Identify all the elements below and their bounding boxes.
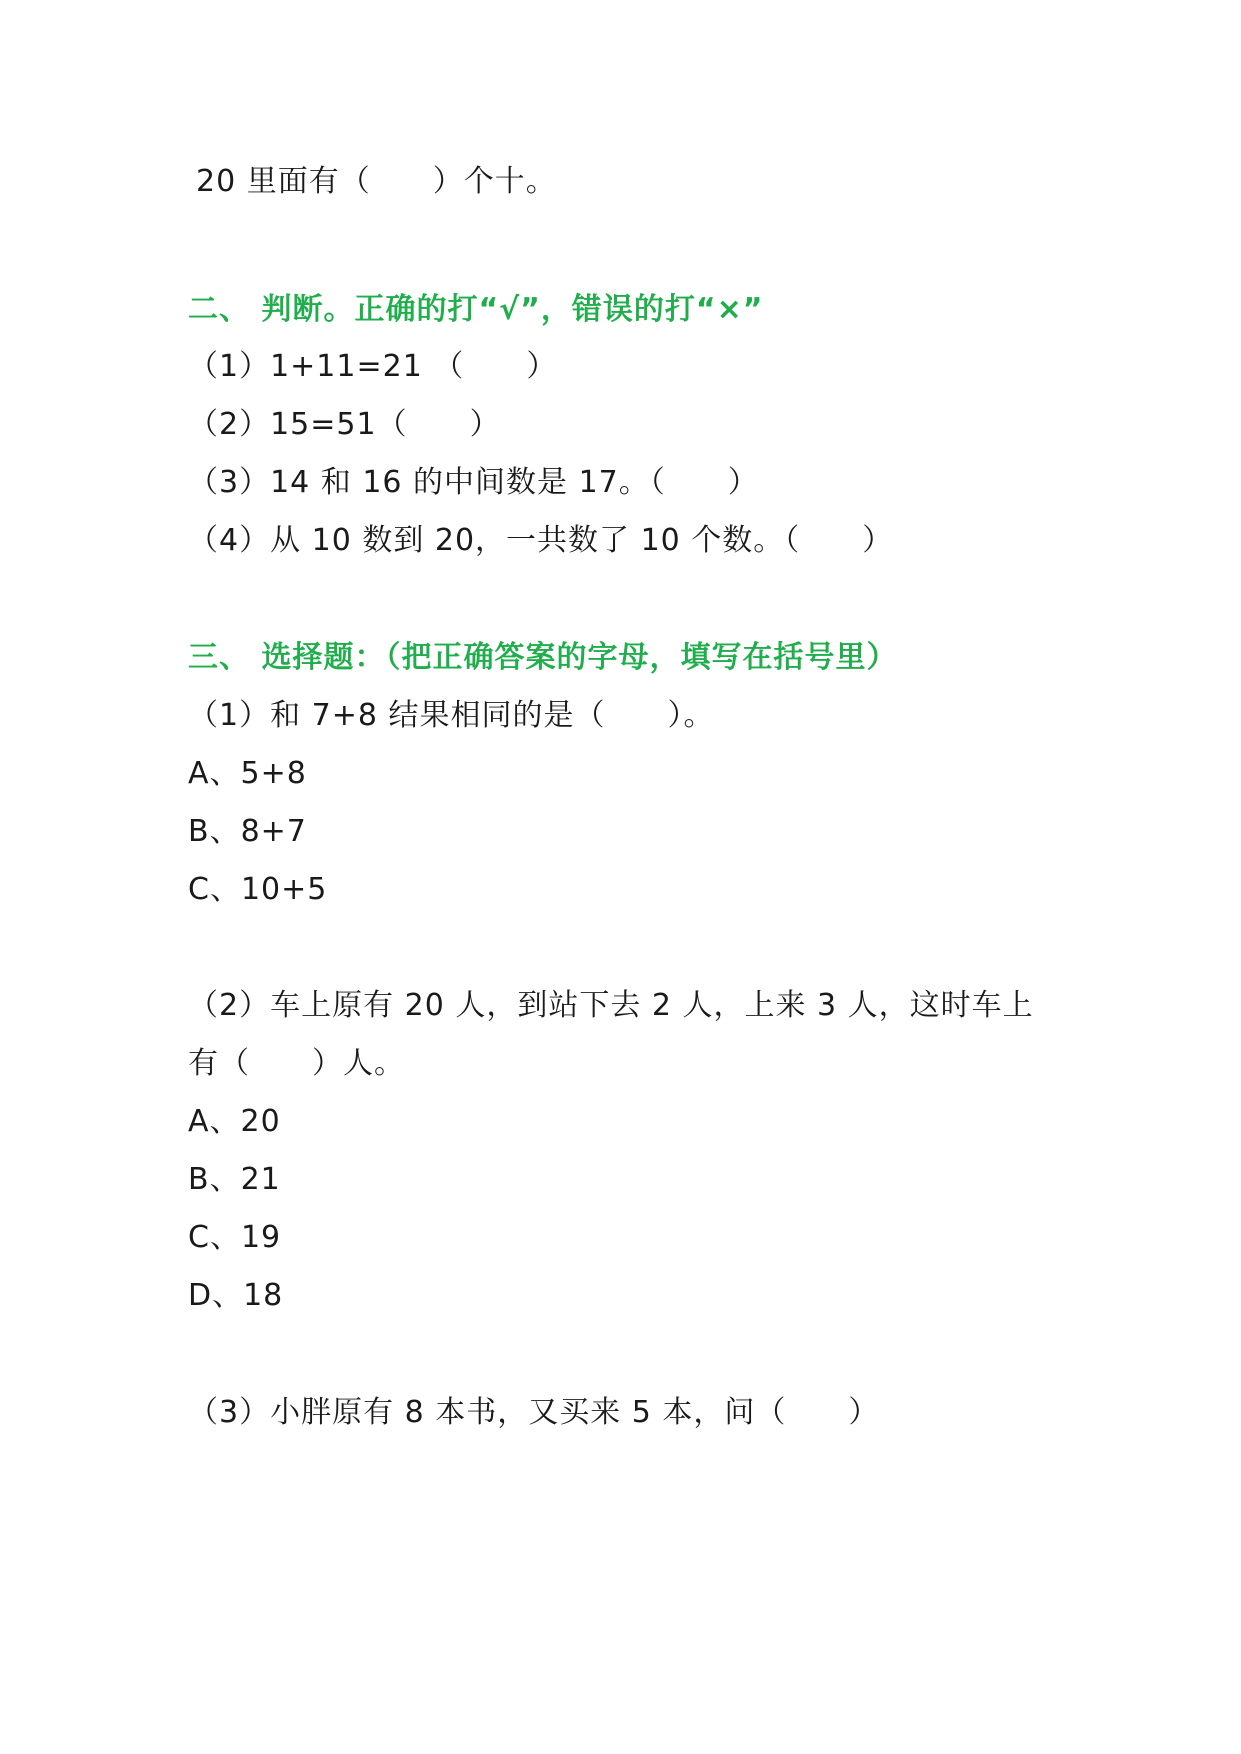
section-heading-multiple-choice: 三、 选择题：（把正确答案的字母，填写在括号里） (188, 640, 898, 675)
true-false-item-2: （2）15=51（ ） (188, 407, 501, 442)
choice-question-1: （1）和 7+8 结果相同的是（ ）。 (188, 698, 715, 733)
true-false-item-3: （3）14 和 16 的中间数是 17。（ ） (188, 465, 759, 500)
choice-option: C、10+5 (188, 872, 328, 907)
choice-option: A、20 (188, 1104, 281, 1139)
choice-option: D、18 (188, 1278, 284, 1313)
true-false-item-1: （1）1+11=21 （ ） (188, 349, 558, 384)
choice-option: A、5+8 (188, 756, 307, 791)
choice-option: C、19 (188, 1220, 282, 1255)
section-heading-true-false: 二、 判断。正确的打“√”，错误的打“×” (188, 292, 764, 327)
true-false-item-4: （4）从 10 数到 20，一共数了 10 个数。（ ） (188, 523, 894, 558)
choice-option: B、21 (188, 1162, 281, 1197)
choice-option: B、8+7 (188, 814, 307, 849)
choice-question-3: （3）小胖原有 8 本书，又买来 5 本，问（ ） (188, 1395, 880, 1430)
choice-question-2-line-2: 有（ ）人。 (188, 1046, 405, 1081)
choice-question-2-line-1: （2）车上原有 20 人，到站下去 2 人，上来 3 人，这时车上 (188, 988, 1034, 1023)
question-tens-in-20: 20 里面有（ ）个十。 (196, 164, 557, 199)
